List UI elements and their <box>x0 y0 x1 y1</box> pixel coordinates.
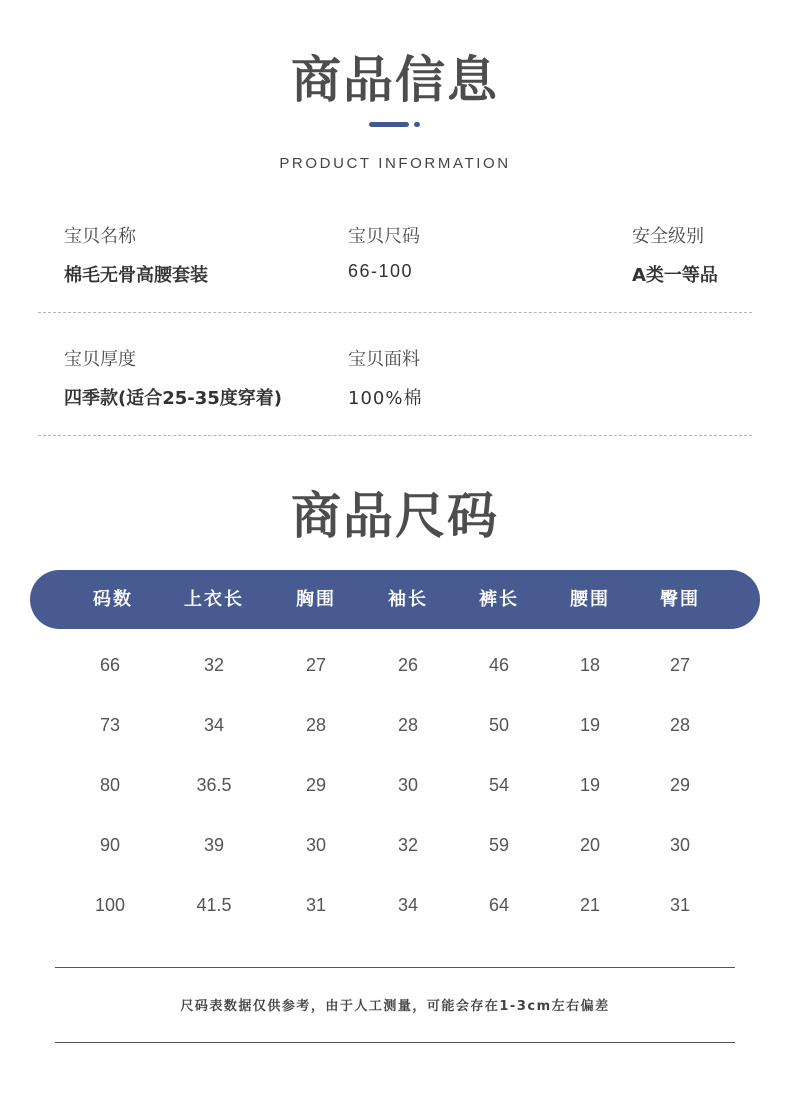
table-cell: 100 <box>94 895 126 915</box>
table-cell: 28 <box>305 715 327 735</box>
table-cell: 34 <box>203 715 225 735</box>
header-size: 码数 <box>93 589 133 610</box>
table-cell: 18 <box>579 655 601 675</box>
info-value-size: 66-100 <box>348 261 414 281</box>
product-info-subtitle: PRODUCT INFORMATION <box>279 155 511 172</box>
table-cell: 31 <box>669 895 691 915</box>
table-cell: 20 <box>579 835 601 855</box>
dashed-divider <box>38 435 752 436</box>
table-cell: 80 <box>99 775 121 795</box>
info-label-thickness: 宝贝厚度 <box>64 349 136 370</box>
header-pants-length: 裤长 <box>479 589 519 610</box>
info-value-safety: A类一等品 <box>632 265 718 286</box>
table-cell: 73 <box>99 715 121 735</box>
header-chest: 胸围 <box>296 589 336 610</box>
size-chart-title: 商品尺码 <box>291 487 499 545</box>
table-cell: 29 <box>669 775 691 795</box>
table-cell: 31 <box>305 895 327 915</box>
note-bottom-rule <box>55 1042 735 1043</box>
table-cell: 21 <box>579 895 601 915</box>
info-label-fabric: 宝贝面料 <box>348 349 420 370</box>
table-cell: 30 <box>305 835 327 855</box>
table-cell: 29 <box>305 775 327 795</box>
table-cell: 66 <box>99 655 121 675</box>
header-waist: 腰围 <box>570 589 610 610</box>
info-label-safety: 安全级别 <box>632 226 704 247</box>
table-cell: 32 <box>397 835 419 855</box>
table-cell: 27 <box>305 655 327 675</box>
size-table-header <box>30 570 760 629</box>
info-value-thickness: 四季款(适合25-35度穿着) <box>64 388 283 409</box>
table-cell: 36.5 <box>196 775 232 795</box>
table-cell: 26 <box>397 655 419 675</box>
table-cell: 54 <box>488 775 510 795</box>
table-cell: 34 <box>397 895 419 915</box>
header-top-length: 上衣长 <box>184 589 244 610</box>
note-top-rule <box>55 967 735 968</box>
table-cell: 28 <box>669 715 691 735</box>
product-info-title: 商品信息 <box>291 51 499 109</box>
info-value-fabric: 100%棉 <box>348 388 423 409</box>
table-cell: 27 <box>669 655 691 675</box>
header-sleeve: 袖长 <box>388 589 428 610</box>
table-cell: 19 <box>579 775 601 795</box>
table-cell: 28 <box>397 715 419 735</box>
info-label-name: 宝贝名称 <box>64 226 136 247</box>
size-disclaimer-note: 尺码表数据仅供参考，由于人工测量，可能会存在1-3cm左右偏差 <box>180 999 610 1014</box>
info-value-name: 棉毛无骨高腰套装 <box>64 265 208 286</box>
header-hip: 臀围 <box>660 589 700 610</box>
table-cell: 30 <box>669 835 691 855</box>
table-cell: 50 <box>488 715 510 735</box>
info-label-size: 宝贝尺码 <box>348 226 420 247</box>
table-cell: 64 <box>488 895 510 915</box>
dashed-divider <box>38 312 752 313</box>
table-cell: 90 <box>99 835 121 855</box>
table-cell: 39 <box>203 835 225 855</box>
table-cell: 30 <box>397 775 419 795</box>
table-cell: 46 <box>488 655 510 675</box>
table-cell: 59 <box>488 835 510 855</box>
table-cell: 41.5 <box>196 895 232 915</box>
table-cell: 19 <box>579 715 601 735</box>
table-cell: 32 <box>203 655 225 675</box>
